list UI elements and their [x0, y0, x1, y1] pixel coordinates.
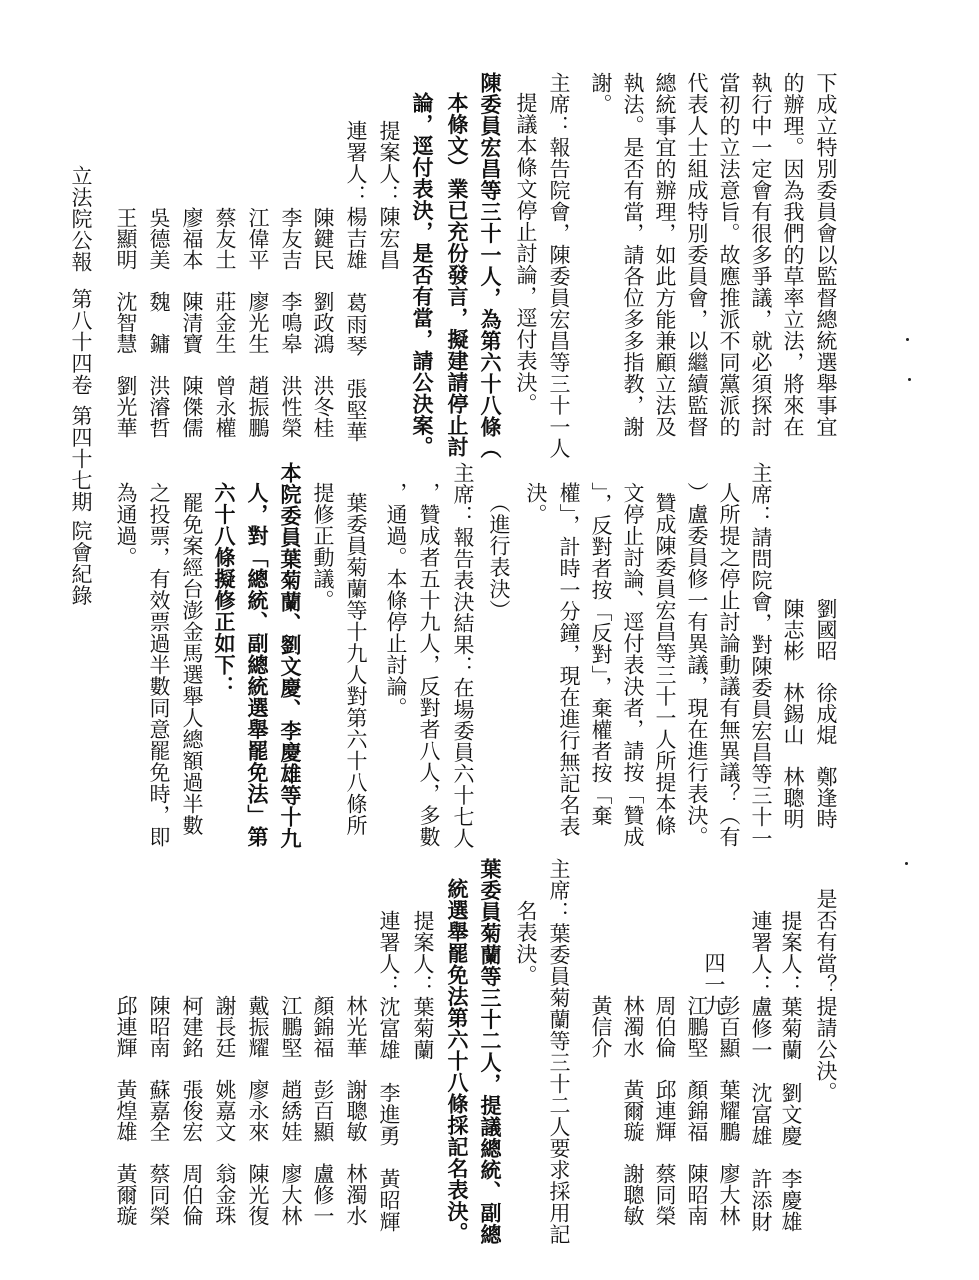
name-row: 江偉平 廖光生 趙振鵬 [246, 207, 270, 438]
volume-label: 第八十四卷 [69, 288, 93, 396]
scan-speck [908, 378, 911, 381]
motion-heading-cont: 統選舉罷免法第六十八條採記名表決。 [445, 878, 470, 1244]
chair-statement-cont: 贊成陳委員宏昌等三十一人所提本條 [653, 492, 677, 836]
amendment-text-cont: 為通過。 [114, 482, 138, 568]
name-row: 江鵬堅 顏錦福 陳昭南 [685, 995, 709, 1226]
chair-statement: 主席：報告表決結果：在場委員六十七人 [451, 462, 475, 849]
speech-line: 謝。 [589, 72, 613, 115]
amendment-heading-cont: 人，對「總統、副總統選舉罷免法」第 [245, 482, 270, 848]
name-row: 陳昭南 蘇嘉全 蔡同榮 [147, 995, 171, 1226]
journal-title: 立法院公報 [69, 165, 93, 273]
page-number: 四一九 [702, 952, 726, 1017]
chair-statement-cont: ，贊成者五十九人，反對者八人，多數 [417, 482, 441, 848]
cosigner-line: 連署人：盧修一 沈富雄 許添財 [749, 910, 773, 1233]
speech-line: 代表人士組成特別委員會，以繼續監督 [685, 72, 709, 438]
amendment-heading-cont: 六十八條擬修正如下： [212, 482, 237, 697]
amendment-heading: 本院委員葉菊蘭、劉文慶、李慶雄等十九 [278, 462, 303, 849]
motion-heading-cont: 論，逕付表決，是否有當，請公決案。 [410, 92, 435, 458]
chair-statement-cont: ，通過。本條停止討論。 [384, 482, 408, 719]
amendment-text-cont: 之投票，有效票過半數同意罷免時，即 [147, 482, 171, 848]
proposer-line: 提案人：陳宏昌 [377, 120, 401, 271]
chair-statement: 主席：葉委員菊蘭等三十二人要求採用記 [547, 858, 571, 1245]
name-row: 林濁水 黃爾璇 謝聰敏 [621, 995, 645, 1226]
proposer-line: 提案人：葉菊蘭 劉文慶 李慶雄 [779, 910, 803, 1233]
name-row: 陳志彬 林錫山 林聰明 [781, 598, 805, 829]
closing-line: 是否有當？提請公決。 [814, 888, 838, 1103]
scan-speck [905, 862, 908, 865]
chair-statement-cont: 文停止討論、逕付表決者，請按「贊成 [621, 482, 645, 848]
name-row: 顏錦福 彭百顯 盧修一 [311, 995, 335, 1226]
amendment-intro: 葉委員菊蘭等十九人對第六十八條所 [344, 492, 368, 836]
name-row: 江鵬堅 趙綉娃 廖大林 [279, 995, 303, 1226]
speech-line: 的辦理。因為我們的草率立法，將來在 [781, 72, 805, 438]
name-row: 黃信介 [589, 995, 613, 1058]
name-row: 謝長廷 姚嘉文 翁金珠 [213, 995, 237, 1226]
name-row: 王顯明 沈智慧 劉光華 [114, 207, 138, 438]
chair-statement-cont: 人所提之停止討論動議有無異議？（有 [717, 482, 741, 848]
amendment-intro-cont: 提修正動議。 [311, 482, 335, 611]
chair-statement: 主席：請問院會，對陳委員宏昌等三十一 [749, 462, 773, 849]
issue-label: 第四十七期 [69, 405, 93, 513]
proposer-line: 提案人：葉菊蘭 [411, 910, 435, 1061]
chair-statement: 主席：報告院會，陳委員宏昌等三十一人 [547, 72, 571, 459]
name-row: 周伯倫 邱連輝 蔡同榮 [653, 995, 677, 1226]
name-row: 柯建銘 張俊宏 周伯倫 [180, 995, 204, 1226]
name-row: 劉國昭 徐成焜 鄭逢時 [814, 598, 838, 829]
chair-statement-cont: 提議本條文停止討論，逕付表決。 [514, 92, 538, 415]
scan-speck [906, 338, 909, 341]
name-row: 陳鍵民 劉政鴻 洪冬桂 [311, 207, 335, 438]
name-row: 廖福本 陳清寶 陳傑儒 [180, 207, 204, 438]
name-row: 蔡友土 莊金生 曾永權 [213, 207, 237, 438]
speech-line: 執行中一定會有很多爭議，就必須探討 [749, 72, 773, 438]
speech-line: 總統事宜的辦理，如此方能兼顧立法及 [653, 72, 677, 438]
motion-heading-cont: 本條文）業已充份發言，擬建請停止討 [445, 92, 470, 458]
name-row: 林光華 謝聰敏 林濁水 [344, 995, 368, 1226]
amendment-text: 罷免案經台澎金馬選舉人總額過半數 [180, 492, 204, 836]
motion-heading: 葉委員菊蘭等三十二人，提議總統、副總 [478, 858, 503, 1245]
name-row: 吳德美 魏 鏞 洪濬哲 [147, 207, 171, 438]
voting-note: （進行表決） [487, 492, 511, 621]
chair-statement-cont: ）盧委員修一有異議，現在進行表決。 [685, 482, 709, 848]
section-label: 院會紀錄 [69, 520, 93, 606]
chair-statement-cont: 權」，計時一分鐘，現在進行無記名表 [557, 482, 581, 837]
name-row: 戴振耀 廖永來 陳光復 [246, 995, 270, 1226]
speech-line: 下成立特別委員會以監督總統選舉事宜 [814, 72, 838, 438]
speech-line: 執法。是否有當，請各位多多指教，謝 [621, 72, 645, 438]
name-row: 邱連輝 黃煌雄 黃爾璇 [114, 995, 138, 1226]
chair-statement-cont: 決。 [524, 482, 548, 525]
chair-statement-cont: 」，反對者按「反對」，棄權者按「棄 [589, 482, 613, 827]
speech-line: 當初的立法意旨。故應推派不同黨派的 [717, 72, 741, 438]
chair-statement-cont: 名表決。 [514, 900, 538, 986]
name-row: 李友吉 李鳴皋 洪性榮 [279, 207, 303, 438]
motion-heading: 陳委員宏昌等三十一人，為第六十八條（ [478, 72, 503, 459]
cosigner-line: 連署人：楊吉雄 葛雨琴 張堅華 [344, 120, 368, 443]
cosigner-line: 連署人：沈富雄 李進勇 黃昭輝 [377, 910, 401, 1233]
name-row: 彭百顯 葉耀鵬 廖大林 [717, 995, 741, 1226]
